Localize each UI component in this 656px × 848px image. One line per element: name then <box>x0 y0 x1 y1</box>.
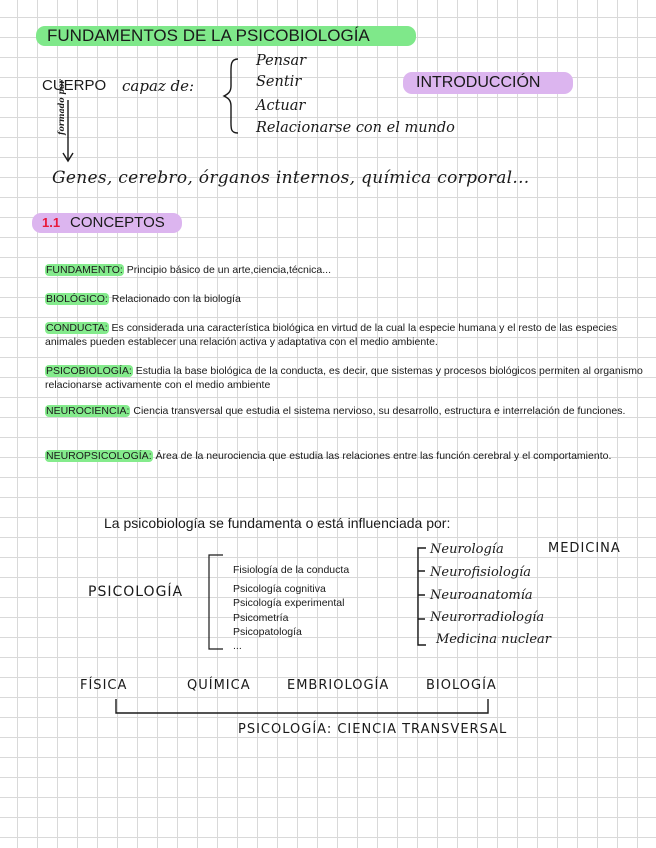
psicologia-item: Psicología experimental <box>233 597 345 609</box>
medicina-label: MEDICINA <box>548 541 621 556</box>
cuerpo-components: Genes, cerebro, órganos internos, química corporal... <box>52 168 530 188</box>
capaz-label: capaz de: <box>122 77 195 95</box>
definition-text: Estudia la base biológica de la conducta, es decir, que sistemas y procesos biológicos permiten al organismo relacionarse activamente con el medio ambiente <box>45 365 643 391</box>
abilities-brace <box>222 56 242 136</box>
definition-text: Es considerada una característica biológica en virtud de la cual la especie humana y el resto de las especies animales pueden establecer una relación activa y adaptativa con el medio ambiente. <box>45 322 618 348</box>
definition-neuropsicologia <box>45 449 620 463</box>
ability-sentir: Sentir <box>256 74 302 90</box>
definition-term: CONDUCTA: <box>46 322 108 334</box>
definition-term: NEUROPSICOLOGÍA: <box>46 450 152 462</box>
psicologia-bracket <box>205 553 225 653</box>
definition-text: Ciencia transversal que estudia el sistema nervioso, su desarrollo, estructura e interrelación de funciones. <box>130 405 626 417</box>
medicina-item: Neurofisiología <box>430 565 532 580</box>
science-fisica: FÍSICA <box>80 678 128 693</box>
definition-term: FUNDAMENTO: <box>46 264 123 276</box>
definition-text: Área de la neurociencia que estudia las relaciones entre las función cerebral y el comportamiento. <box>152 450 612 462</box>
conclusion: PSICOLOGÍA: CIENCIA TRANSVERSAL <box>238 722 508 737</box>
psicologia-item: Psicometría <box>233 612 289 624</box>
definition-biologico <box>45 292 645 306</box>
medicina-item: Medicina nuclear <box>436 632 552 647</box>
psicologia-label: PSICOLOGÍA <box>88 584 184 600</box>
science-embriologia: EMBRIOLOGÍA <box>287 678 390 693</box>
definition-fundamento <box>45 263 645 277</box>
sciences-bracket <box>110 697 495 719</box>
psicologia-item: Fisiología de la conducta <box>233 564 350 576</box>
ability-relacionarse: Relacionarse con el mundo <box>256 120 455 136</box>
definition-conducta <box>45 321 645 349</box>
ability-pensar: Pensar <box>256 53 307 69</box>
intro-heading: INTRODUCCIÓN <box>416 74 541 91</box>
formado-por-label: formado por <box>56 79 66 135</box>
psicologia-item: ... <box>233 640 242 652</box>
psicologia-item: Psicopatología <box>233 626 302 638</box>
definition-term: BIOLÓGICO: <box>46 293 108 305</box>
section-heading: CONCEPTOS <box>70 214 165 231</box>
science-quimica: QUÍMICA <box>187 678 251 693</box>
psicologia-item: Psicología cognitiva <box>233 583 326 595</box>
definition-term: PSICOBIOLOGÍA: <box>46 365 132 377</box>
definition-text: Relacionado con la biología <box>108 293 241 305</box>
medicina-item: Neurorradiología <box>430 610 545 625</box>
cuerpo-label: CUERPO <box>42 77 107 94</box>
definition-term: NEUROCIENCIA: <box>46 405 130 417</box>
section-number: 1.1 <box>42 215 61 230</box>
definition-text: Principio básico de un arte,ciencia,técnica... <box>123 264 332 276</box>
ability-actuar: Actuar <box>256 98 306 114</box>
science-biologia: BIOLOGÍA <box>426 678 497 693</box>
medicina-item: Neuroanatomía <box>430 588 533 603</box>
page-title: FUNDAMENTOS DE LA PSICOBIOLOGÍA <box>47 26 370 45</box>
definition-neurociencia <box>45 404 645 418</box>
definition-psicobiologia <box>45 364 645 392</box>
medicina-item: Neurología <box>430 542 504 557</box>
influenced-heading: La psicobiología se fundamenta o está influenciada por: <box>104 515 451 531</box>
